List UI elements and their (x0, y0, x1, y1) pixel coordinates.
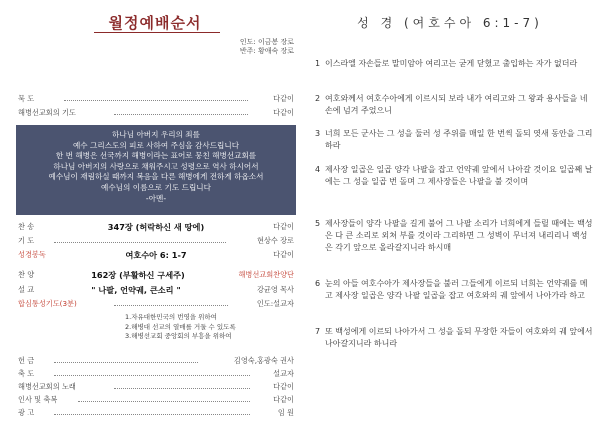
prayer-line: 한 번 해병은 선국까지 해병이라는 표어로 뭉친 해병선교회를 (55, 151, 257, 161)
prayer-line: 예수님의 이름으로 기도 드립니다 (101, 182, 211, 192)
order-person: 다같이 (273, 108, 294, 117)
verse-number: 2 (315, 94, 321, 103)
verse-number: 6 (315, 279, 321, 288)
order-row-unison-prayer (18, 299, 294, 310)
worship-order-title: 월정예배순서 (108, 14, 202, 32)
order-person: 현상수 장로 (256, 236, 294, 245)
worship-order-panel (10, 8, 300, 418)
verse-2 (315, 93, 595, 117)
order-item: " 나팔, 언약궤, 큰소리 " (91, 285, 181, 295)
dotted-leader (64, 100, 248, 101)
verse-text: 제사장들이 양각 나팔을 길게 불어 그 나팔 소리가 너희에게 들릴 때에는 백성은 다 큰 소리로 외쳐 부를 것이라 그리하면 그 성벽이 무너져 내리리니 백성은 각기 앞으로 올라갈지니라 하시매 (325, 219, 593, 252)
order-row-announcements (18, 408, 294, 419)
order-row-benediction (18, 369, 294, 380)
order-row-scripture (18, 250, 294, 261)
worship-leaders (240, 38, 294, 56)
prayer-topics (125, 313, 285, 342)
order-person: 다같이 (273, 94, 294, 103)
dotted-leader (114, 305, 228, 306)
order-person: 다같이 (273, 395, 294, 404)
order-label: 묵 도 (18, 94, 35, 103)
prayer-amen: -아멘- (145, 193, 167, 203)
order-person: 다같이 (273, 250, 294, 259)
verse-3 (315, 128, 595, 152)
order-row-mission-song (18, 382, 294, 393)
verse-number: 3 (315, 129, 321, 138)
order-label: 인사 및 축복 (18, 395, 58, 404)
order-label: 해병선교회의 노래 (18, 382, 76, 391)
verse-5 (315, 218, 595, 254)
verse-text: 이스라엘 자손들로 말미암아 여리고는 굳게 닫혔고 출입하는 자가 없더라 (325, 59, 578, 68)
order-row-prayer (18, 236, 294, 247)
order-person: 설교자 (273, 369, 294, 378)
dotted-leader (114, 388, 250, 389)
dotted-leader (54, 362, 198, 363)
prayer-topic: 1.자유대한민국의 번영을 위하여 (125, 313, 217, 321)
scripture-title: 성 경 (여호수아 6:1-7) (357, 16, 543, 30)
prayer-line: 예수 그리스도의 피로 사하여 주심을 감사드립니다 (72, 140, 240, 150)
verse-7 (315, 326, 595, 350)
verse-text: 너희 모든 군사는 그 성을 둘러 성 주위를 매일 한 번씩 돌되 엿새 동안을 그리하라 (325, 129, 593, 150)
order-person: 강균영 목사 (256, 285, 294, 294)
order-label: 성경봉독 (18, 250, 46, 259)
order-person: 김영숙,홍광숙 권사 (233, 356, 294, 365)
order-label: 설 교 (18, 285, 35, 294)
order-label: 축 도 (18, 369, 35, 378)
order-person: 인도:설교자 (256, 299, 294, 308)
prayer-topic: 2.해병대 선교의 열매를 거둘 수 있도록 (125, 322, 236, 331)
scripture-panel (305, 8, 595, 418)
dotted-leader (78, 401, 250, 402)
order-item: 162장 (부활하신 구세주) (91, 270, 185, 280)
verse-number: 4 (315, 165, 321, 174)
prayer-line: 하나님 아버지 우리의 죄를 (112, 130, 200, 139)
order-label: 찬 송 (18, 222, 35, 231)
verse-text: 제사장 일곱은 일곱 양각 나팔을 잡고 언약궤 앞에서 나아갈 것이요 일곱째 날에는 그 성을 일곱 번 돌며 그 제사장들은 나팔을 불 것이며 (325, 165, 593, 186)
order-row-praise (18, 270, 294, 281)
dotted-leader (114, 114, 248, 115)
prayer-topic: 3.해병선교회 중앙회의 부흥을 위하여 (125, 332, 232, 340)
order-row-hymn (18, 222, 294, 233)
verse-number: 1 (315, 59, 321, 68)
order-label: 광 고 (18, 408, 35, 417)
leader-accompanist: 반주: 황애숙 장로 (239, 47, 294, 55)
order-item: 347장 (허락하신 새 땅에) (107, 222, 205, 232)
order-label: 해병선교회의 기도 (18, 108, 76, 117)
dotted-leader (54, 242, 226, 243)
order-label: 기 도 (18, 236, 35, 245)
verse-text: 눈의 아들 여호수아가 제사장들을 불러 그들에게 이르되 너희는 언약궤를 메고 제사장 일곱은 양각 나팔 일곱을 잡고 여호와의 궤 앞에서 나아가라 하고 (325, 279, 588, 300)
mission-prayer-box (16, 125, 296, 215)
order-person: 임 원 (277, 408, 294, 417)
order-label: 합심통성기도(3분) (18, 299, 77, 308)
order-person: 해병선교회찬양단 (238, 270, 294, 279)
order-person: 다같이 (273, 222, 294, 231)
prayer-line: 하나님 아버지의 사랑으로 채워주시고 성령으로 역사 하시어서 (53, 161, 259, 171)
leader-presider: 인도: 이금봉 장로 (239, 38, 294, 46)
order-row-greeting (18, 395, 294, 406)
order-label: 헌 금 (18, 356, 35, 365)
order-person: 다같이 (273, 382, 294, 391)
order-row-silent-prayer (18, 94, 294, 105)
verse-4 (315, 164, 595, 188)
order-item: 여호수아 6: 1-7 (125, 250, 187, 260)
order-label: 찬 양 (18, 270, 35, 279)
verse-number: 5 (315, 219, 321, 228)
dotted-leader (54, 375, 250, 376)
verse-number: 7 (315, 327, 321, 336)
verse-text: 여호와께서 여호수아에게 이르시되 보라 내가 여리고와 그 왕과 용사들을 네 손에 넘겨 주었으니 (325, 94, 588, 115)
dotted-leader (54, 414, 250, 415)
title-underline (94, 32, 220, 33)
verse-text: 또 백성에게 이르되 나아가서 그 성을 돌되 무장한 자들이 여호와의 궤 앞에서 나아갈지니라 하니라 (325, 327, 593, 348)
order-row-offering (18, 356, 294, 367)
prayer-line: 예수님이 재림하실 때까지 복음을 다른 해병에게 전하게 하옵소서 (48, 172, 264, 182)
order-row-sermon (18, 285, 294, 296)
verse-6 (315, 278, 595, 302)
verse-1 (315, 58, 595, 70)
order-row-mission-prayer (18, 108, 294, 119)
